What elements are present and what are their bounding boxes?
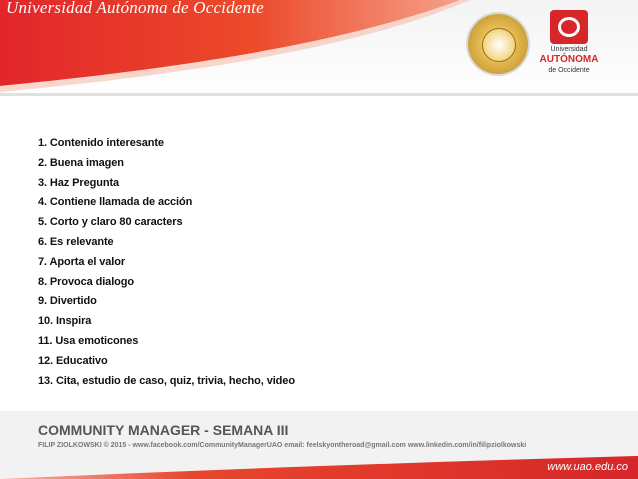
- list-item: 5. Corto y claro 80 caracters: [38, 216, 183, 229]
- list-item: 1. Contenido interesante: [38, 137, 164, 149]
- list-item: 3. Haz Pregunta: [38, 176, 120, 189]
- footer-title: COMMUNITY MANAGER - SEMANA III: [38, 422, 289, 438]
- logo-text-line3: de Occidente: [548, 67, 590, 74]
- list-item: 10. Inspira: [38, 315, 92, 328]
- footer-credits: FILIP ZIOLKOWSKI © 2015 - www.facebook.com/CommunityManagerUAO email: feelskyontheroad@gmail.com www.linkedin.com/in/filipziolkowski: [38, 442, 527, 449]
- list-item: 9. Divertido: [38, 295, 97, 308]
- uao-logo-icon: [550, 10, 588, 44]
- slide-content: [38, 134, 295, 391]
- university-name: Universidad Autónoma de Occidente: [6, 0, 264, 17]
- list-item: 4. Contiene llamada de acción: [38, 196, 193, 209]
- university-seal-icon: [468, 14, 528, 74]
- seal-emblem-icon: [482, 28, 516, 62]
- header-divider: [0, 93, 638, 96]
- list-item: 13. Cita, estudio de caso, quiz, trivia, hecho, video: [38, 374, 295, 387]
- slide-header: [0, 0, 638, 95]
- list-item: 7. Aporta el valor: [38, 255, 126, 268]
- footer-url: www.uao.edu.co: [547, 461, 628, 473]
- list-item: 12. Educativo: [38, 354, 108, 367]
- numbered-list: [38, 134, 295, 391]
- list-item: 8. Provoca dialogo: [38, 275, 135, 288]
- list-item: 11. Usa emoticones: [38, 334, 139, 347]
- list-item: 2. Buena imagen: [38, 156, 124, 169]
- footer-red-swoosh: [0, 456, 638, 479]
- logo-text-line2: AUTÓNOMA: [539, 54, 599, 65]
- logo-text-line1: Universidad: [550, 46, 588, 53]
- list-item: 6. Es relevante: [38, 235, 114, 248]
- university-logo: [538, 10, 600, 82]
